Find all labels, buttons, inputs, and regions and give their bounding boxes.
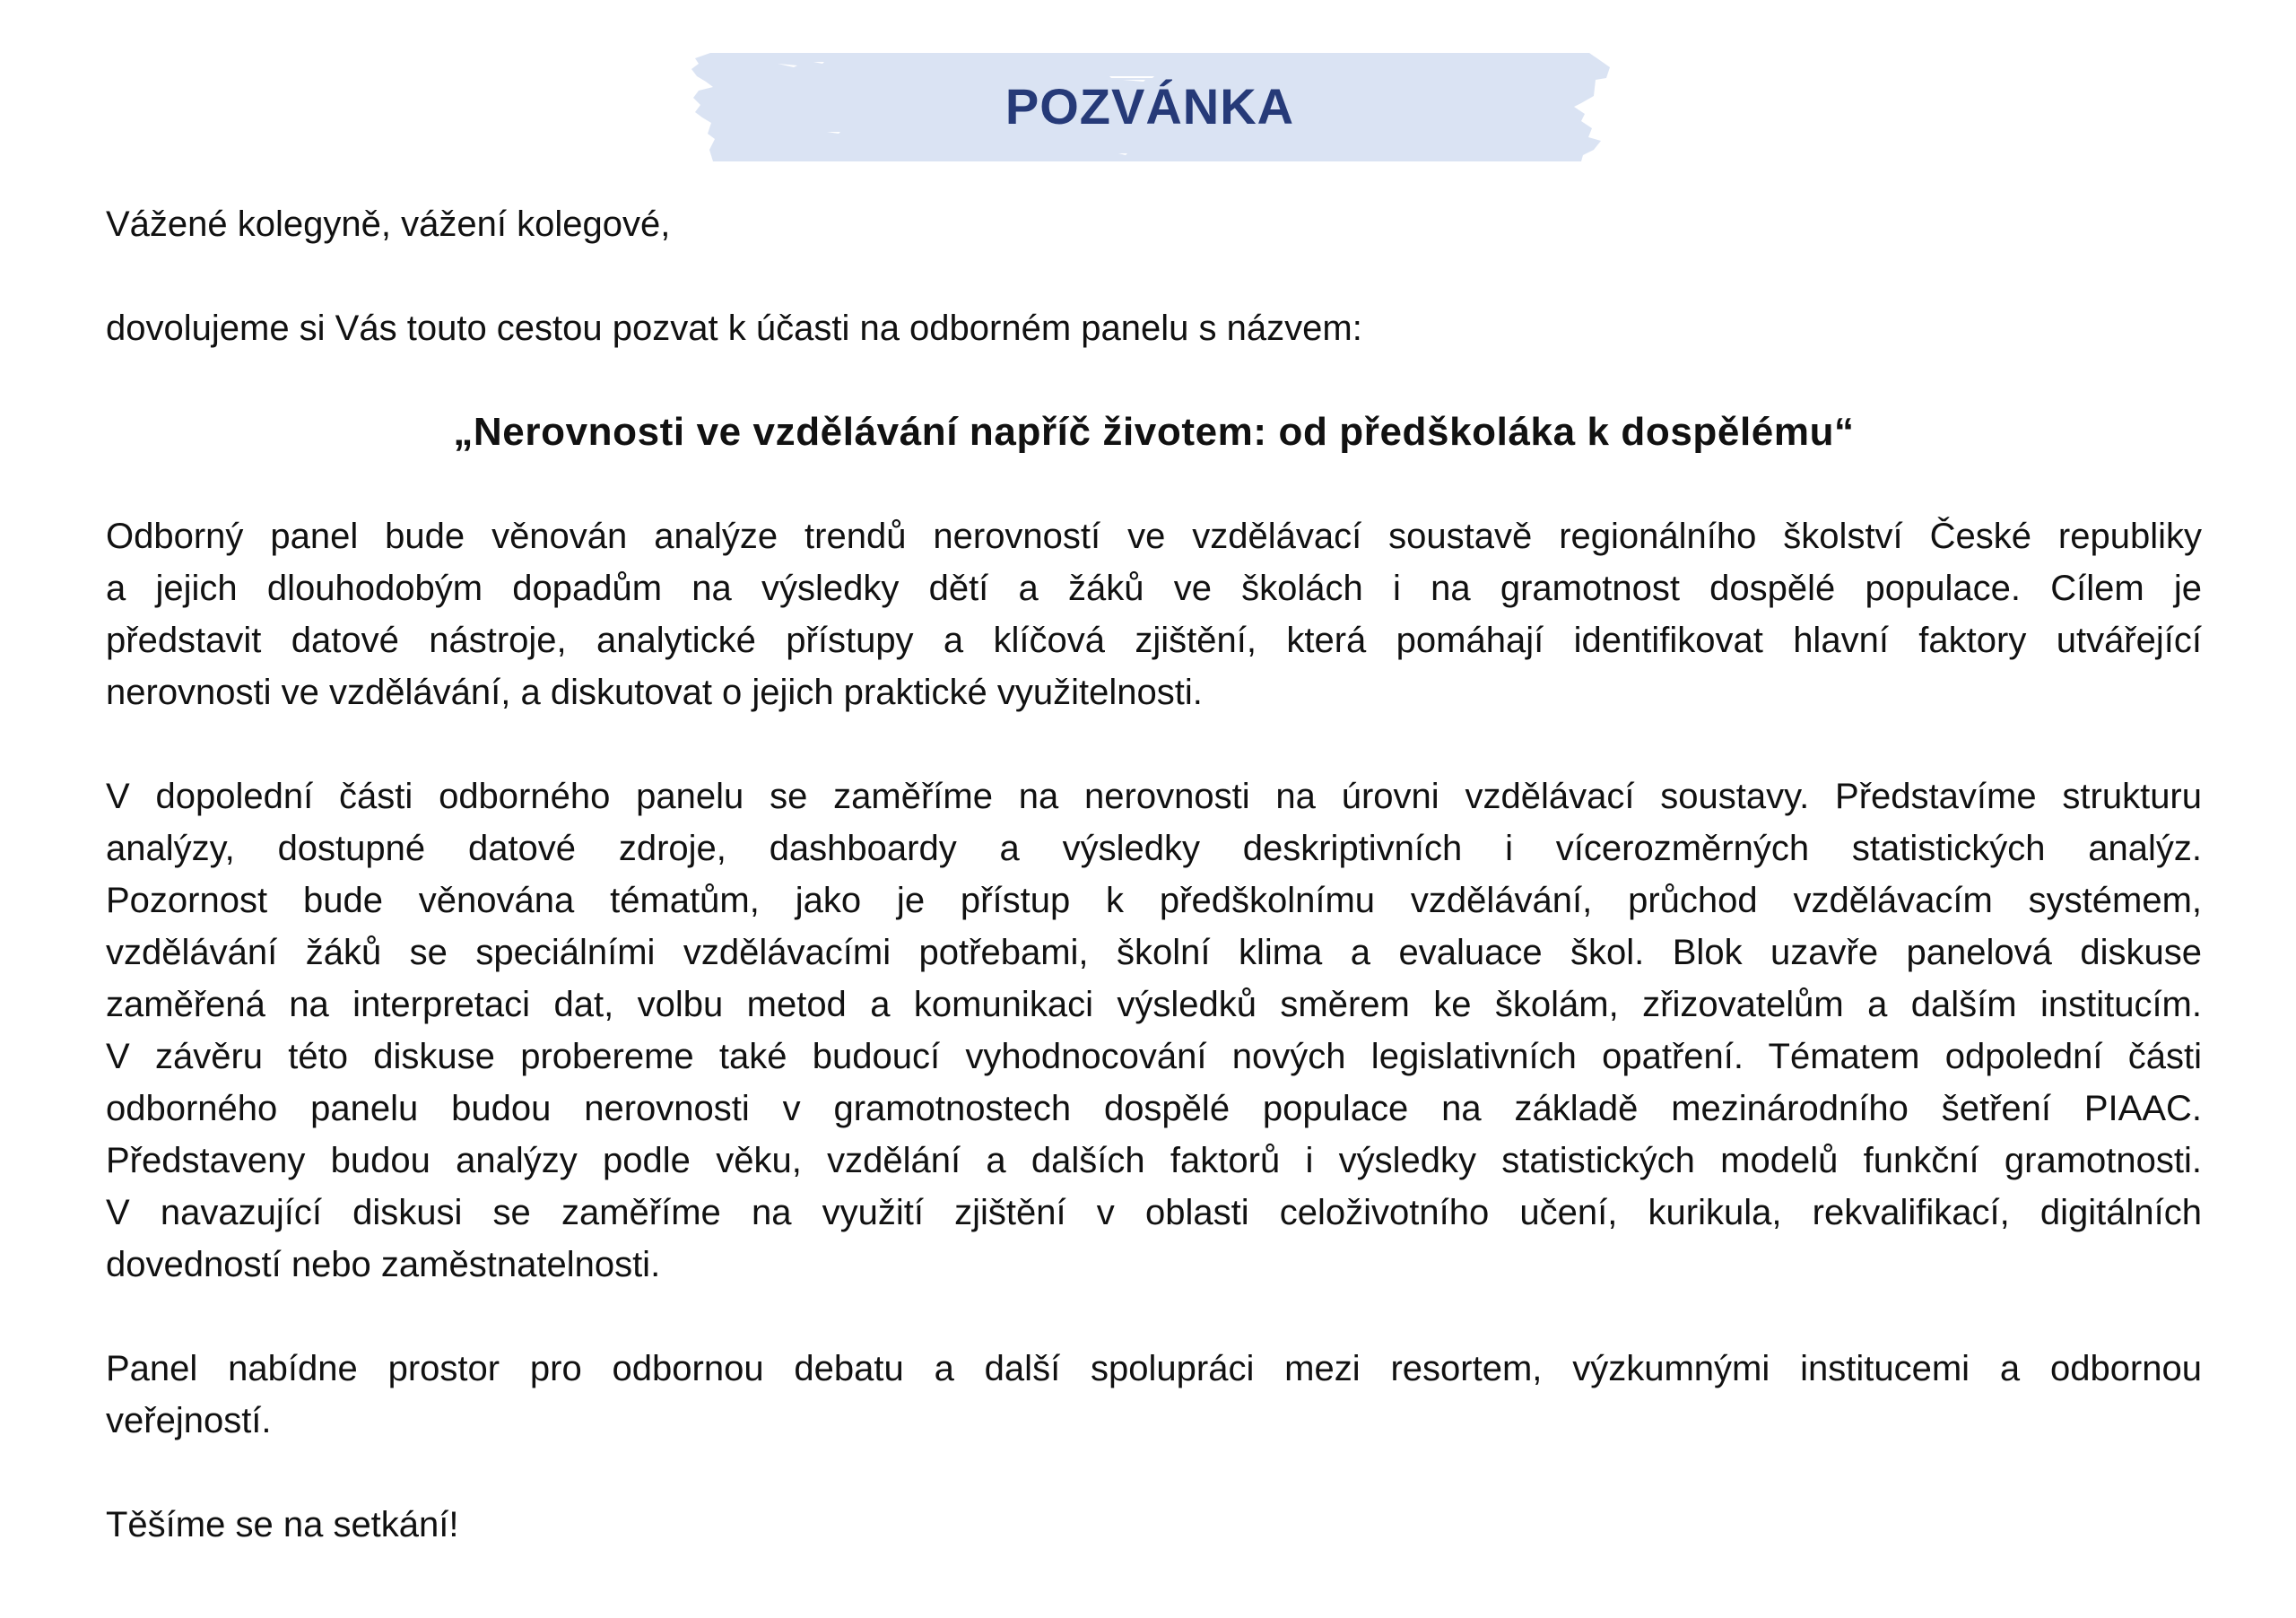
- paragraph-line: V navazující diskusi se zaměříme na využití zjištění v oblasti celoživotního učení, kurikula, rekvalifikací, digitálních: [106, 1193, 2202, 1232]
- paragraph-line: Pozornost bude věnována tématům, jako je přístup k předškolnímu vzdělávání, průchod vzdělávacím systémem,: [106, 881, 2202, 920]
- paragraph-line: Odborný panel bude věnován analýze trendů nerovností ve vzdělávací soustavě regionálního školství České republiky: [106, 517, 2202, 556]
- paragraph-line: představit datové nástroje, analytické přístupy a klíčová zjištění, která pomáhají identifikovat hlavní faktory utvářející: [106, 621, 2202, 660]
- paragraph-line: zaměřená na interpretaci dat, volbu metod a komunikaci výsledků směrem ke školám, zřizovatelům a dalším institucím.: [106, 985, 2202, 1024]
- header-banner: [688, 51, 1612, 162]
- spacer: [106, 458, 2202, 510]
- paragraph-line: vzdělávání žáků se speciálními vzdělávacími potřebami, školní klima a evaluace škol. Blok uzavře panelová diskuse: [106, 933, 2202, 972]
- paragraph-line: dovedností nebo zaměstnatelnosti.: [106, 1245, 661, 1284]
- paragraph-line: V dopolední části odborného panelu se zaměříme na nerovnosti na úrovni vzdělávací soustavy. Představíme strukturu: [106, 777, 2202, 816]
- paragraph-line: Panel nabídne prostor pro odbornou debatu a další spolupráci mezi resortem, výzkumnými institucemi a odbornou: [106, 1349, 2202, 1388]
- paragraph-line: analýzy, dostupné datové zdroje, dashboardy a výsledky deskriptivních i vícerozměrných statistických analýz.: [106, 829, 2202, 868]
- paragraph-line: V závěru této diskuse probereme také budoucí vyhodnocování nových legislativních opatření. Tématem odpolední části: [106, 1037, 2202, 1076]
- greeting: Vážené kolegyně, vážení kolegové,: [106, 204, 671, 244]
- spacer: [106, 718, 2202, 770]
- paragraph-line: nerovnosti ve vzdělávání, a diskutovat o jejich praktické využitelnosti.: [106, 673, 1203, 712]
- paragraph-line: veřejností.: [106, 1401, 272, 1440]
- closing: Těšíme se na setkání!: [106, 1505, 459, 1544]
- paragraph-overview: [106, 510, 2202, 718]
- paragraph-line: a jejich dlouhodobým dopadům na výsledky dětí a žáků ve školách i na gramotnost dospělé populace. Cílem je: [106, 569, 2202, 608]
- spacer: [106, 1447, 2202, 1499]
- panel-title: „Nerovnosti ve vzdělávání napříč životem: od předškoláka k dospělému“: [453, 410, 1855, 454]
- paragraph-collaboration: [106, 1343, 2202, 1447]
- spacer: [106, 250, 2202, 302]
- paragraph-program: [106, 770, 2202, 1291]
- paragraph-line: odborného panelu budou nerovnosti v gramotnostech dospělé populace na základě mezinárodního šetření PIAAC.: [106, 1089, 2202, 1128]
- spacer: [106, 354, 2202, 406]
- intro-text: dovolujeme si Vás touto cestou pozvat k účasti na odborném panelu s názvem:: [106, 309, 1362, 348]
- spacer: [106, 1291, 2202, 1343]
- paragraph-line: Představeny budou analýzy podle věku, vzdělání a dalších faktorů i výsledky statistických modelů funkční gramotnosti.: [106, 1141, 2202, 1180]
- page-title: POZVÁNKA: [1004, 78, 1295, 135]
- invitation-body: [106, 198, 2202, 1551]
